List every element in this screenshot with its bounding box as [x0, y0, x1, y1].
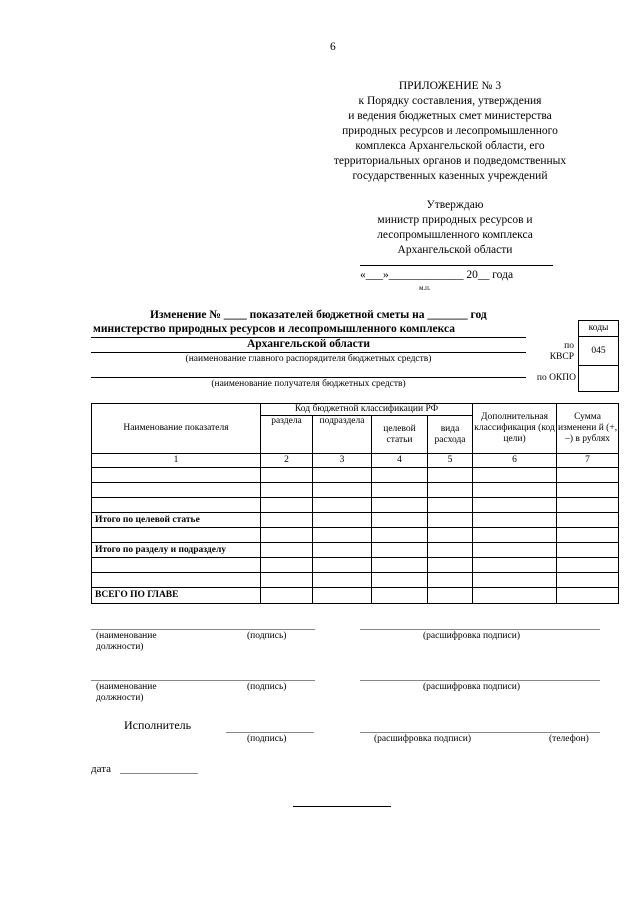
col-number: 5: [428, 454, 473, 468]
table-row: [92, 468, 619, 483]
recipient-line: [91, 377, 526, 378]
document-heading: Изменение № ____ показателей бюджетной сметы на _______ год: [150, 309, 487, 321]
stamp-label: м.п.: [419, 284, 431, 292]
executor-decode-line: [360, 732, 600, 733]
col-number: 1: [92, 454, 261, 468]
total-target-label: Итого по целевой статье: [92, 513, 261, 528]
executor-label: Исполнитель: [124, 718, 192, 732]
table-row: [92, 528, 619, 543]
table-row: [92, 498, 619, 513]
signature-line-2-right: [360, 680, 600, 681]
ministry-region: Архангельской области: [246, 338, 370, 350]
signature-line-1-left: [91, 629, 315, 630]
col-header-sum: Сумма изменени й (+, –) в рублях: [557, 404, 619, 454]
executor-signature-line: [226, 732, 314, 733]
recipient-caption: (наименование получателя бюджетных средств): [211, 379, 406, 389]
signature-line-2-left: [91, 680, 315, 681]
decode-caption: (расшифровка подписи): [423, 682, 520, 692]
signature-caption: (подпись): [247, 631, 287, 641]
decode-caption: (расшифровка подписи): [423, 631, 520, 641]
table-row: [92, 513, 619, 528]
col-header-name: Наименование показателя: [92, 404, 261, 454]
date-label: дата: [91, 763, 112, 775]
col-number: 4: [372, 454, 428, 468]
col-header-section: раздела: [261, 416, 313, 454]
position-caption: (наименование должности): [96, 682, 157, 703]
total-chapter-label: ВСЕГО ПО ГЛАВЕ: [92, 588, 261, 604]
approval-line: лесопромышленного комплекса: [377, 229, 533, 241]
approval-title: Утверждаю: [426, 199, 484, 211]
table-row: [92, 454, 619, 468]
approval-block: [340, 198, 570, 258]
approval-line: Архангельской области: [397, 244, 513, 256]
codes-header: коды: [578, 320, 619, 337]
table-row: [92, 483, 619, 498]
appendix-block: [300, 79, 600, 184]
signature-caption: (подпись): [247, 682, 287, 692]
col-number: 6: [473, 454, 557, 468]
table-row: [92, 588, 619, 604]
col-number: 2: [261, 454, 313, 468]
kvsr-label-po: по: [564, 341, 574, 351]
col-header-subsection: подраздела: [313, 416, 372, 454]
col-header-additional: Дополнительная классификация (код цели): [473, 404, 557, 454]
decode-caption: (расшифровка подписи): [374, 734, 471, 744]
appendix-line: и ведения бюджетных смет министерства: [348, 110, 552, 122]
kvsr-label: КВСР: [549, 352, 574, 362]
table-row: [92, 543, 619, 558]
okpo-code: [578, 365, 619, 392]
col-header-expense: вида расхода: [428, 416, 473, 454]
col-header-target: целевой статьи: [372, 416, 428, 454]
appendix-line: к Порядку составления, утверждения: [358, 95, 542, 107]
col-number: 7: [557, 454, 619, 468]
page-number: 6: [330, 41, 336, 53]
signature-line-1-right: [360, 629, 600, 630]
appendix-title: ПРИЛОЖЕНИЕ № 3: [398, 80, 502, 92]
position-caption: (наименование должности): [96, 631, 157, 652]
col-number: 3: [313, 454, 372, 468]
col-group-header: Код бюджетной классификации РФ: [261, 404, 473, 416]
kvsr-code: 045: [578, 336, 619, 366]
phone-caption: (телефон): [549, 734, 589, 744]
okpo-label: по ОКПО: [536, 373, 576, 383]
bottom-separator: [293, 806, 391, 807]
appendix-line: природных ресурсов и лесопромышленного: [342, 125, 558, 137]
approval-signature-line: [360, 265, 553, 266]
ministry-name: министерство природных ресурсов и лесопромышленного комплекса: [93, 323, 455, 335]
appendix-line: комплекса Архангельской области, его: [355, 140, 545, 152]
table-row: [92, 558, 619, 573]
approval-line: министр природных ресурсов и: [377, 214, 533, 226]
main-manager-caption: (наименование главного распорядителя бюджетных средств): [185, 354, 432, 364]
table-row: [92, 573, 619, 588]
total-section-label: Итого по разделу и подразделу: [92, 543, 261, 558]
approval-date: «___»_____________ 20__ года: [360, 269, 514, 281]
appendix-line: государственных казенных учреждений: [352, 170, 548, 182]
ministry-line-2: [91, 352, 526, 353]
date-line: [120, 773, 198, 774]
budget-table: [91, 403, 619, 604]
appendix-line: территориальных органов и подведомственных: [333, 155, 567, 167]
signature-caption: (подпись): [247, 734, 287, 744]
